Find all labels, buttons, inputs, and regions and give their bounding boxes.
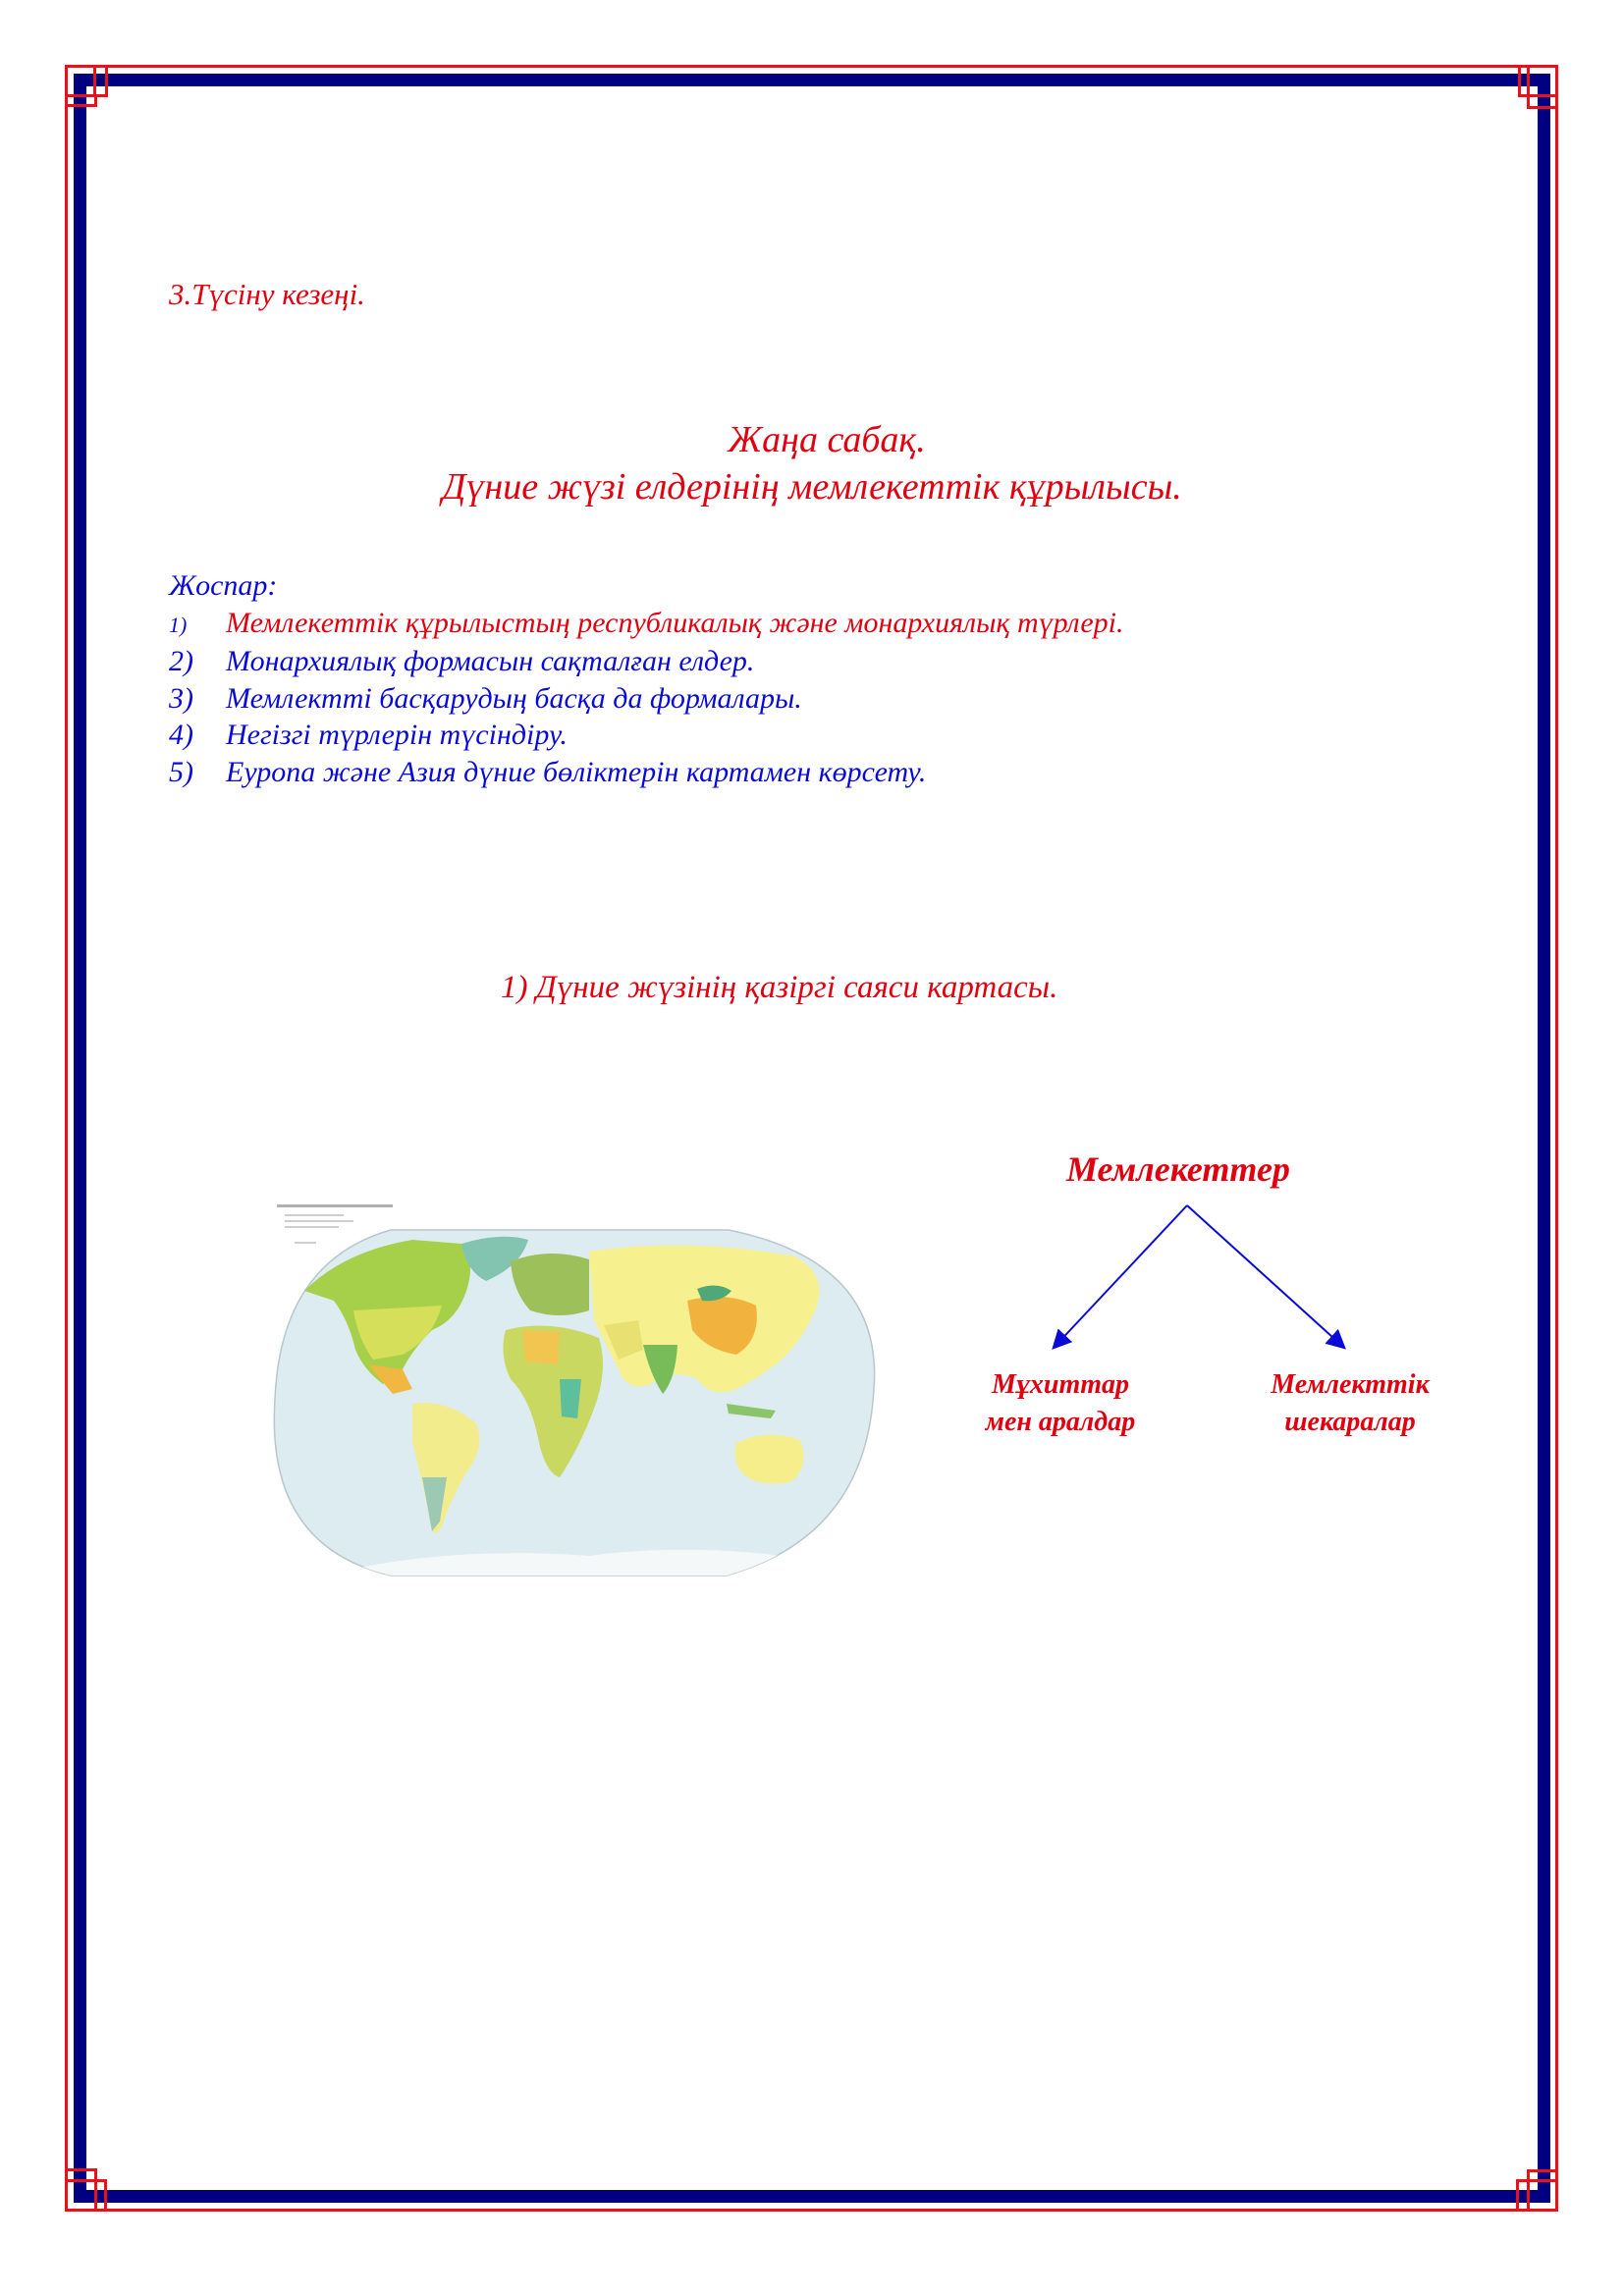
map-legend-blur xyxy=(285,1226,339,1228)
diagram-root-label: Мемлекеттер xyxy=(1066,1149,1290,1189)
diagram-left-line1: Мұхиттар xyxy=(991,1369,1130,1400)
frame-corner-tl-b xyxy=(84,65,108,97)
frame-navy-top xyxy=(74,74,1550,86)
plan-item-number: 4) xyxy=(169,719,193,751)
states-diagram xyxy=(962,1139,1512,1463)
plan-section xyxy=(169,567,1124,790)
diagram-right-line2: шекаралар xyxy=(1284,1407,1416,1437)
frame-corner-br-c xyxy=(1527,2169,1558,2181)
frame-corner-br-a xyxy=(1527,2179,1558,2212)
plan-label: Жоспар: xyxy=(169,569,278,602)
map-legend-blur xyxy=(285,1214,344,1216)
frame-red-top xyxy=(84,65,1557,68)
world-political-map-image xyxy=(265,1183,884,1585)
map-legend-blur xyxy=(285,1220,353,1222)
frame-red-bottom xyxy=(65,2209,1538,2212)
plan-item xyxy=(169,680,1124,718)
plan-item xyxy=(169,717,1124,754)
frame-corner-br-b xyxy=(1516,2179,1529,2212)
plan-item xyxy=(169,754,1124,791)
plan-item-number: 1) xyxy=(169,612,188,637)
diagram-left-line2: мен аралдар xyxy=(985,1407,1136,1437)
frame-corner-tl-c xyxy=(65,95,97,107)
plan-item-text: Еуропа және Азия дүние бөліктерін картамен көрсету. xyxy=(226,755,927,788)
lesson-heading-line2: Дүние жүзі елдерінің мемлекеттік құрылысы. xyxy=(442,466,1182,507)
arrow-right-icon xyxy=(1187,1205,1343,1347)
plan-item xyxy=(169,605,1124,644)
plan-item-number: 5) xyxy=(169,755,193,788)
plan-item-text: Монархиялық формасын сақталған елдер. xyxy=(226,645,755,677)
plan-item-number: 3) xyxy=(169,681,193,715)
frame-navy-right xyxy=(1538,74,1550,2203)
frame-corner-bl-b xyxy=(65,2168,97,2181)
frame-navy-bottom xyxy=(74,2190,1550,2203)
lesson-heading xyxy=(0,416,1624,510)
plan-item xyxy=(169,643,1124,680)
diagram-left-label xyxy=(962,1366,1159,1441)
frame-corner-tr-a xyxy=(1527,65,1558,97)
frame-corner-bl-a xyxy=(65,2179,97,2212)
map-legend-blur xyxy=(295,1242,316,1244)
plan-item-number: 2) xyxy=(169,645,193,677)
frame-corner-tr-c xyxy=(1527,95,1558,109)
section-subheading: 1) Дүние жүзінің қазіргі саяси картасы. xyxy=(501,970,1058,1005)
frame-corner-tr-b xyxy=(1518,65,1530,97)
stage-title: 3.Түсіну кезеңі. xyxy=(169,277,365,311)
map-north-africa xyxy=(522,1330,560,1364)
world-map-icon xyxy=(265,1183,884,1585)
map-title-blur xyxy=(277,1204,393,1207)
arrow-left-icon xyxy=(1055,1205,1187,1347)
frame-corner-bl-c xyxy=(95,2179,107,2212)
plan-item-text: Мемлекеттік құрылыстың республикалық және монархиялық түрлері. xyxy=(226,606,1124,639)
diagram-right-label xyxy=(1247,1366,1453,1441)
plan-item-text: Мемлектті басқарудың басқа да формалары. xyxy=(226,681,802,715)
plan-item-text: Негізгі түрлерін түсіндіру. xyxy=(226,719,568,751)
lesson-heading-line1: Жаңа сабақ. xyxy=(728,419,926,460)
frame-navy-left xyxy=(74,74,86,2203)
diagram-right-line1: Мемлекттік xyxy=(1271,1369,1430,1400)
